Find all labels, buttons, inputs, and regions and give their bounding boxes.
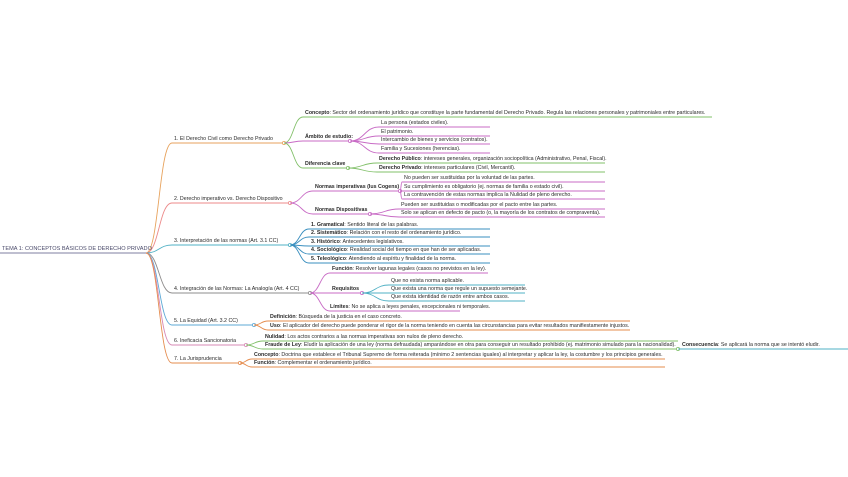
branch-4-label[interactable]: 4. Integración de las Normas: La Analogía (Art. 4 CC) bbox=[174, 286, 300, 292]
b1-ambito-item[interactable]: El patrimonio. bbox=[381, 129, 414, 135]
b3-item-key: 2. Sistemático bbox=[311, 230, 347, 236]
b1-diff-item[interactable] bbox=[379, 165, 515, 172]
b5-child-connector bbox=[254, 325, 268, 330]
b1-child-connector bbox=[284, 143, 303, 168]
b4-funcion[interactable] bbox=[332, 266, 486, 273]
b5-item-key: Definición bbox=[270, 314, 296, 320]
b1-ambito[interactable]: Ámbito de estudio: bbox=[305, 134, 353, 140]
b4-req-item[interactable]: Que no exista norma aplicable. bbox=[391, 278, 465, 284]
b6-consecuencia-value: : Se aplicará la norma que se intentó eludir. bbox=[717, 342, 820, 348]
b3-item[interactable] bbox=[311, 247, 481, 254]
b1-ambito-item[interactable]: Familia y Sucesiones (herencias). bbox=[381, 146, 461, 152]
branch-5-connector bbox=[146, 253, 172, 325]
b1-child-connector bbox=[284, 117, 303, 143]
b7-concepto-value: : Doctrina que establece el Tribunal Supremo de forma reiterada (mínimo 2 sentencias iguales) al interpretar y aplicar la ley, la costumbre y los principios generales. bbox=[278, 352, 663, 358]
b6-child-connector bbox=[246, 341, 263, 345]
b1-diff-item[interactable] bbox=[379, 156, 607, 163]
b3-item-value: : Relación con el resto del ordenamiento jurídico. bbox=[346, 230, 462, 236]
branch-3-label[interactable]: 3. Interpretación de las normas (Art. 3.1 CC) bbox=[174, 238, 279, 244]
b4-limites-value: : No se aplica a leyes penales, excepcionales ni temporales. bbox=[348, 304, 491, 310]
b6-nulidad-key: Nulidad bbox=[265, 334, 285, 340]
b2-disp-connector bbox=[370, 214, 399, 217]
b7-child-connector bbox=[240, 363, 252, 367]
b5-item[interactable] bbox=[270, 314, 402, 321]
b4-funcion-value: : Resolver lagunas legales (casos no previstos en la ley). bbox=[352, 266, 487, 272]
b4-req-item[interactable]: Que exista identidad de razón entre ambos casos. bbox=[391, 294, 510, 300]
b7-concepto-key: Concepto bbox=[254, 352, 279, 358]
b1-ambito-item[interactable]: Intercambio de bienes y servicios (contratos). bbox=[381, 137, 488, 143]
b3-item-value: : Antecedentes legislativos. bbox=[339, 239, 404, 245]
b4-funcion-key: Función bbox=[332, 266, 353, 272]
b3-item-key: 5. Teleológico bbox=[311, 256, 346, 262]
b1-concept-value: : Sector del ordenamiento jurídico que constituye la parte fundamental del Derecho Privado. Regula las relaciones personales y patrimoniales entre particulares. bbox=[329, 110, 706, 116]
branch-1-connector bbox=[146, 143, 172, 253]
b2-child-connector bbox=[290, 203, 313, 214]
branch-6-connector bbox=[146, 253, 172, 345]
b5-item-value: : Búsqueda de la justicia en el caso concreto. bbox=[295, 314, 402, 320]
b2-disp-connector bbox=[370, 209, 399, 214]
b4-req-connector bbox=[362, 285, 389, 293]
b4-req-connector bbox=[362, 293, 389, 301]
b5-item-value: : El aplicador del derecho puede ponderar el rigor de la norma teniendo en cuenta las circunstancias para evitar resultados manifiestamente injustos. bbox=[280, 323, 630, 329]
b7-funcion[interactable] bbox=[254, 360, 372, 367]
b6-fraude[interactable] bbox=[265, 342, 676, 349]
branch-2-label[interactable]: 2. Derecho imperativo vs. Derecho Dispositivo bbox=[174, 196, 283, 202]
b2-dispositivas[interactable]: Normas Dispositivas bbox=[315, 207, 368, 213]
b3-item-key: 4. Sociológico bbox=[311, 247, 347, 253]
b7-funcion-value: : Complementar el ordenamiento jurídico. bbox=[274, 360, 372, 366]
b7-child-connector bbox=[240, 359, 252, 363]
b6-consecuencia[interactable] bbox=[682, 342, 820, 349]
b4-child-connector bbox=[310, 273, 330, 293]
b5-item-key: Uso bbox=[270, 323, 281, 329]
root-topic[interactable]: TEMA 1: CONCEPTOS BÁSICOS DE DERECHO PRIVADO bbox=[2, 246, 152, 252]
b3-item[interactable] bbox=[311, 256, 456, 263]
b6-child-connector bbox=[246, 345, 263, 349]
b4-limites[interactable] bbox=[330, 304, 490, 311]
b1-diff[interactable]: Diferencia clave bbox=[305, 161, 346, 167]
b7-concepto[interactable] bbox=[254, 352, 663, 359]
branch-7-connector bbox=[146, 253, 172, 363]
b4-limites-key: Límites bbox=[330, 304, 349, 310]
b1-ambito-item[interactable]: La persona (estados civiles). bbox=[381, 120, 449, 126]
b3-item-value: : Realidad social del tiempo en que han de ser aplicadas. bbox=[346, 247, 482, 253]
b3-item[interactable] bbox=[311, 222, 418, 229]
b6-nulidad-value: : Los actos contrarios a las normas imperativas son nulos de pleno derecho. bbox=[284, 334, 464, 340]
b1-concept-key: Concepto bbox=[305, 110, 330, 116]
b2-child-connector bbox=[290, 191, 313, 203]
b1-concept[interactable] bbox=[305, 110, 705, 117]
b1-diff-value: : intereses generales, organización sociopolítica (Administrativo, Penal, Fiscal). bbox=[420, 156, 607, 162]
b1-diff-key: Derecho Público bbox=[379, 156, 421, 162]
b6-fraude-key: Fraude de Ley bbox=[265, 342, 301, 348]
b2-disp-item[interactable]: Solo se aplican en defecto de pacto (o, la mayoría de los contratos de compraventa). bbox=[401, 210, 601, 216]
branch-5-label[interactable]: 5. La Equidad (Art. 3.2 CC) bbox=[174, 318, 238, 324]
b3-item[interactable] bbox=[311, 239, 404, 246]
branch-1-label[interactable]: 1. El Derecho Civil como Derecho Privado bbox=[174, 136, 273, 142]
b2-imp-item[interactable]: No pueden ser sustituidas por la voluntad de las partes. bbox=[404, 175, 535, 181]
b3-item-key: 1. Gramatical bbox=[311, 222, 345, 228]
branch-7-label[interactable]: 7. La Jurisprudencia bbox=[174, 356, 222, 362]
b4-requisitos[interactable]: Requisitos bbox=[332, 286, 360, 292]
b4-child-connector bbox=[310, 293, 330, 311]
b2-disp-item[interactable]: Pueden ser sustituidas o modificadas por el pacto entre las partes. bbox=[401, 202, 558, 208]
b1-diff-connector bbox=[348, 168, 377, 172]
b7-funcion-key: Función bbox=[254, 360, 275, 366]
b2-imp-item[interactable]: La contravención de estas normas implica la Nulidad de pleno derecho. bbox=[404, 192, 572, 198]
b1-diff-value: : intereses particulares (Civil, Mercantil). bbox=[421, 165, 516, 171]
b3-child-connector bbox=[290, 237, 309, 245]
b6-consecuencia-key: Consecuencia bbox=[682, 342, 718, 348]
b5-child-connector bbox=[254, 321, 268, 325]
b5-item[interactable] bbox=[270, 323, 629, 330]
b2-imp-item[interactable]: Su cumplimiento es obligatorio (ej. normas de familia o estado civil). bbox=[404, 184, 564, 190]
b2-imperativas[interactable]: Normas imperativas (Ius Cogens) bbox=[315, 184, 400, 190]
b3-item-key: 3. Histórico bbox=[311, 239, 340, 245]
b6-nulidad[interactable] bbox=[265, 334, 463, 341]
b1-diff-connector bbox=[348, 163, 377, 168]
b6-fraude-value: : Eludir la aplicación de una ley (norma defraudada) amparándose en otra para conseguir un resultado prohibido (ej. matrimonio simulado para la nacionalidad). bbox=[300, 342, 676, 348]
branch-6-label[interactable]: 6. Ineficacia Sancionatoria bbox=[174, 338, 237, 344]
b3-item-value: : Atendiendo al espíritu y finalidad de la norma. bbox=[345, 256, 457, 262]
b1-diff-key: Derecho Privado bbox=[379, 165, 422, 171]
b4-req-item[interactable]: Que exista una norma que regule un supuesto semejante. bbox=[391, 286, 528, 292]
b3-item-value: : Sentido literal de las palabras. bbox=[344, 222, 419, 228]
b3-item[interactable] bbox=[311, 230, 461, 237]
